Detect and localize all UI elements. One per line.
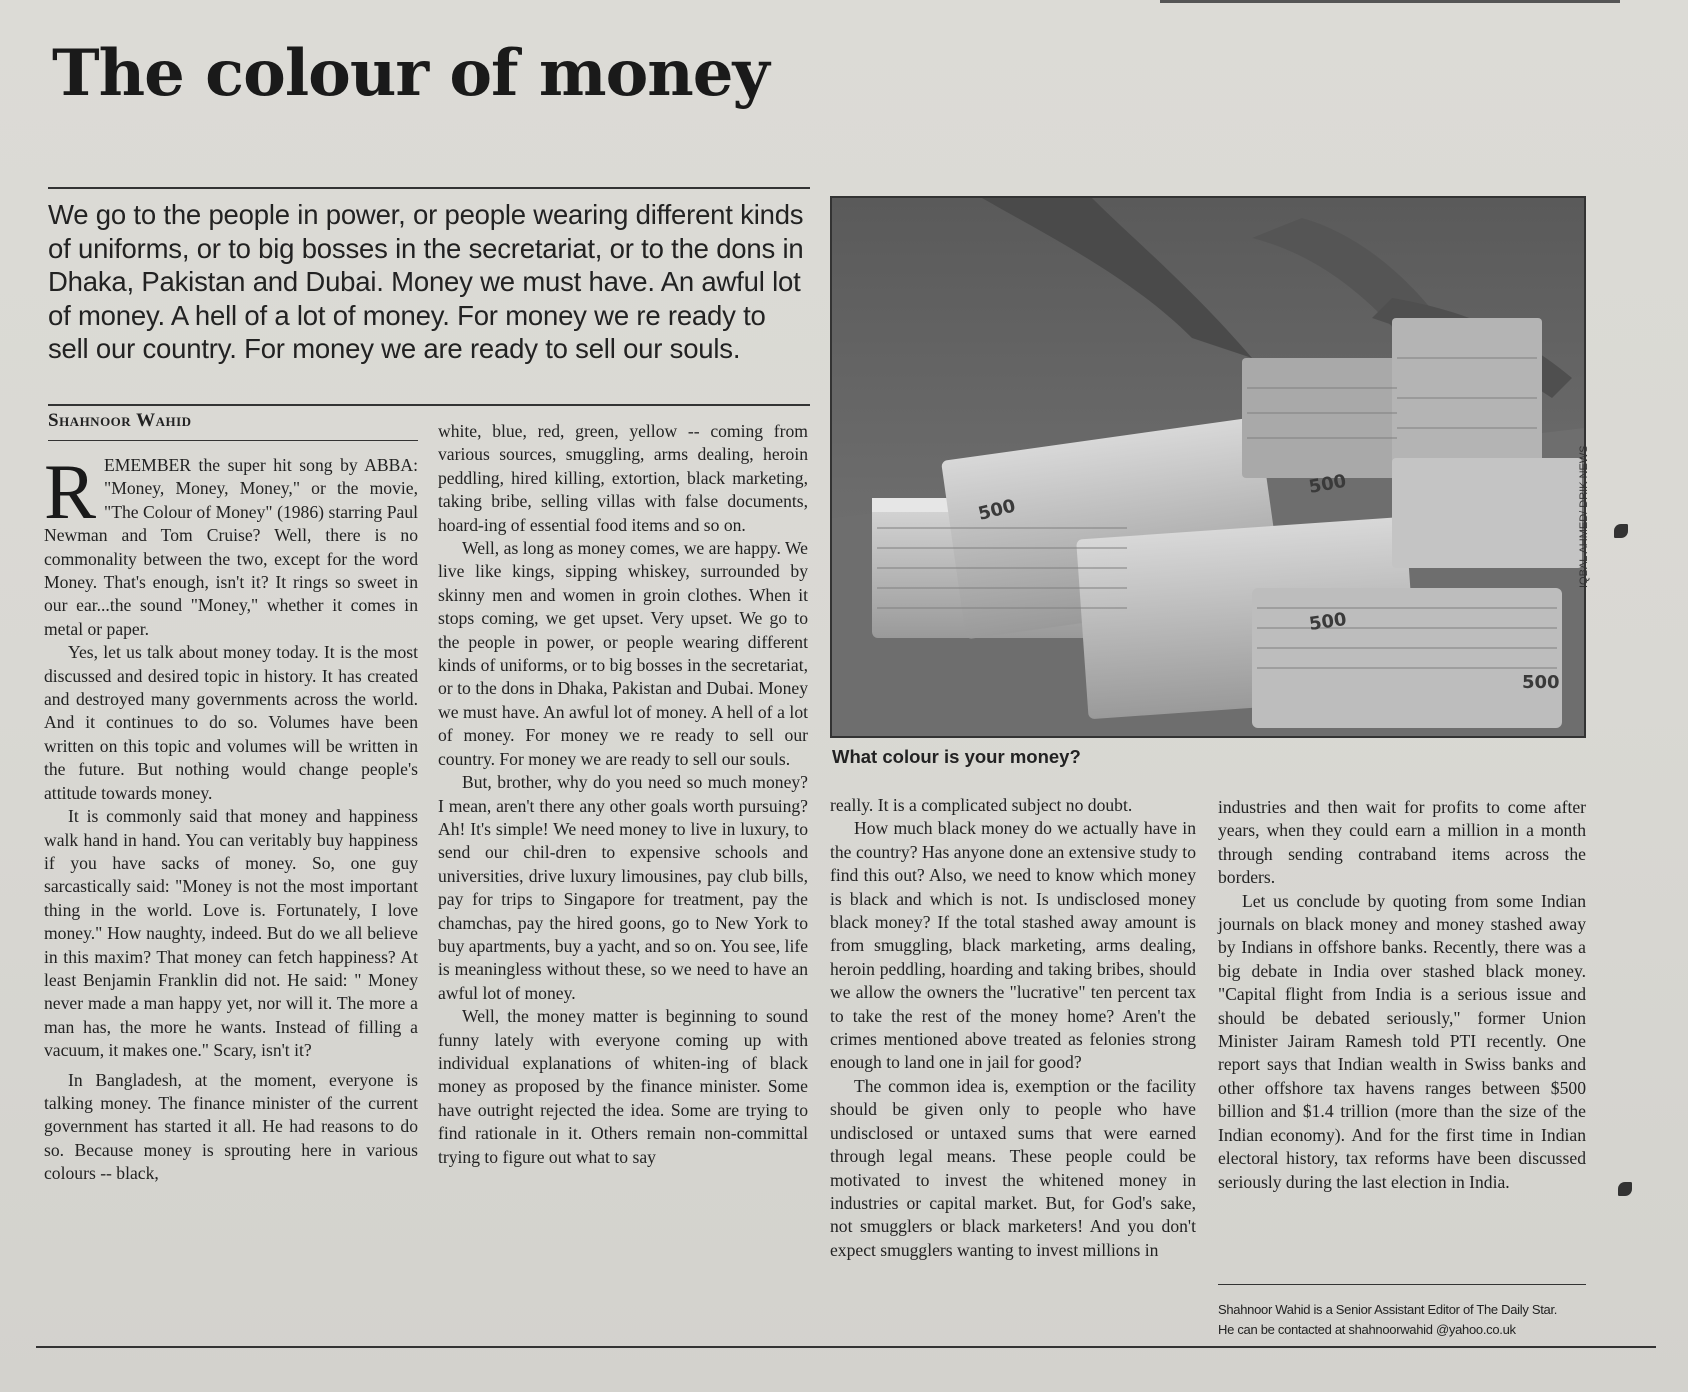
deck: We go to the people in power, or people wearing different kinds of uniforms, or to big bosses in the secretariat, or to the dons in Dhaka, Pakistan and Dubai. Money we must have. An awful lot of money. A hell of a lot of money. For money we re ready to sell our country. For money we are ready to sell our souls. (48, 199, 804, 364)
bottom-rule (36, 1346, 1656, 1348)
column-4 (1218, 796, 1586, 1194)
author-bio (1218, 1300, 1598, 1340)
paragraph: white, blue, red, green, yellow -- coming from various sources, smuggling, arms dealing, heroin peddling, hired killing, extortion, black marketing, taking bribe, selling villas with false documents, hoard-ing of essential food items and so on. (438, 421, 808, 535)
headline: The colour of money (52, 36, 769, 111)
photo-caption: What colour is your money? (832, 746, 1081, 767)
deck-top-rule (48, 187, 810, 189)
paragraph: Well, the money matter is beginning to sound funny lately with everyone coming up with individual explanations of whiten-ing of black money as proposed by the finance minister. Some have outright rejected the idea. Some are trying to find rationale in it. Others remain non-committal trying to figure out what to say (438, 1006, 808, 1167)
paragraph: How much black money do we actually have in the country? Has anyone done an extensive study to find this out? Also, we need to know which money is black and which is not. Is undisclosed money black money? If the total stashed away amount is from smuggling, black marketing, arms dealing, heroin peddling, hoarding and taking bribes, should we allow the owners the "lucrative" ten percent tax to take the rest of the money home? Aren't the crimes mentioned above treated as felonies strong enough to land one in jail for good? (830, 818, 1196, 1073)
photo-credit: IQBAL AHMED/ DRIK NEWS (1578, 445, 1590, 588)
note-label: 500 (1522, 672, 1560, 693)
bio-rule (1218, 1284, 1586, 1285)
note-label: 500 (1307, 608, 1348, 635)
paragraph (44, 448, 418, 641)
paragraph: Let us conclude by quoting from some Indian journals on black money and money stashed away by Indians in offshore banks. Recently, there was a big debate in India over stashed black money. "Capital flight from India is a serious issue and should be debated seriously," former Union Minister Jairam Ramesh told PTI recently. One report says that Indian wealth in Swiss banks and other offshore tax havens ranges between $500 billion and $1.4 trillion (more than the size of the Indian economy). And for the first time in Indian electoral history, tax reforms have been discussed seriously during the last election in India. (1218, 890, 1586, 1192)
paragraph: But, brother, why do you need so much money? I mean, aren't there any other goals worth pursuing? Ah! It's simple! We need money to live in luxury, to send our chil-dren to expensive schools and universities, drive luxury limousines, pay club bills, pay for trips to Singapore for treatment, pay the chamchas, pay the hired goons, go to New York to buy apartments, buy a yacht, and so on. You see, life is meaningless without these, so we need to have an awful lot of money. (438, 772, 808, 1003)
money-photo (830, 196, 1586, 738)
paper-mark (1614, 524, 1628, 538)
paragraph: In Bangladesh, at the moment, everyone is talking money. The finance minister of the current government has started it all. He had reasons to do so. Because money is sprouting here in various colours -- black, (44, 1069, 418, 1184)
paper-mark (1618, 1182, 1632, 1196)
column-1 (44, 448, 418, 1186)
deck-bottom-rule (48, 404, 810, 406)
byline-rule (48, 440, 418, 441)
byline: Shahnoor Wahid (48, 410, 192, 431)
column-3 (830, 794, 1196, 1262)
drop-cap: R (44, 448, 97, 535)
paragraph: It is commonly said that money and happiness walk hand in hand. You can veritably buy happiness if you have sacks of money. So, one guy sarcastically said: "Money is not the most important thing in the world. Love is. Fortunately, I love money." How naughty, indeed. But do we all believe in this maxim? That money can fetch happiness? At least Benjamin Franklin did not. He said: " Money never made a man happy yet, nor will it. The more a man has, the more he wants. Instead of filling a vacuum, it makes one." Scary, isn't it? (44, 806, 418, 1061)
top-rule (1160, 0, 1620, 3)
note-label: 500 (976, 495, 1018, 525)
author-bio-line: Shahnoor Wahid is a Senior Assistant Editor of The Daily Star. (1218, 1302, 1558, 1317)
note-label: 500 (1307, 470, 1348, 498)
money-photo-illustration (832, 198, 1584, 736)
column-2 (438, 420, 808, 1169)
paragraph: Well, as long as money comes, we are happy. We live like kings, sipping whiskey, surrounded by skinny men and women in groin clothes. When it stops coming, we get upset. Very upset. We go to the people in power, or people wearing different kinds of uniforms, or to big bosses in the secretariat, or to the dons in Dhaka, Pakistan and Dubai. Money we must have. An awful lot of money. A hell of a lot of money. For money we re ready to sell our country. For money we are ready to sell our souls. (438, 538, 808, 769)
paragraph: The common idea is, exemption or the facility should be given only to people who have undisclosed or untaxed sums that were earned through legal means. These people could be motivated to invest the whitened money in industries or capital market. But, for God's sake, not smugglers or black marketers! And you don't expect smugglers wanting to invest millions in (830, 1075, 1196, 1260)
paragraph: Yes, let us talk about money today. It is the most discussed and desired topic in history. It has created and destroyed many governments across the world. And it continues to do so. Volumes have been written on this topic and volumes will be written in the future. But nothing would change people's attitude towards money. (44, 642, 418, 803)
paragraph: industries and then wait for profits to come after years, when they could earn a million in a month through sending contraband items across the borders. (1218, 797, 1586, 888)
author-bio-line: He can be contacted at shahnoorwahid @yahoo.co.uk (1218, 1322, 1516, 1337)
paragraph-text: EMEMBER the super hit song by ABBA: "Money, Money, Money," or the movie, "The Colour of Money" (1986) starring Paul Newman and Tom Cruise? Well, there is no commonality between the two, except for the word Money. That's enough, isn't it? It rings so sweet in our ear...the sound "Money," whether it comes in metal or paper. (44, 455, 418, 639)
paragraph: really. It is a complicated subject no doubt. (830, 795, 1133, 815)
